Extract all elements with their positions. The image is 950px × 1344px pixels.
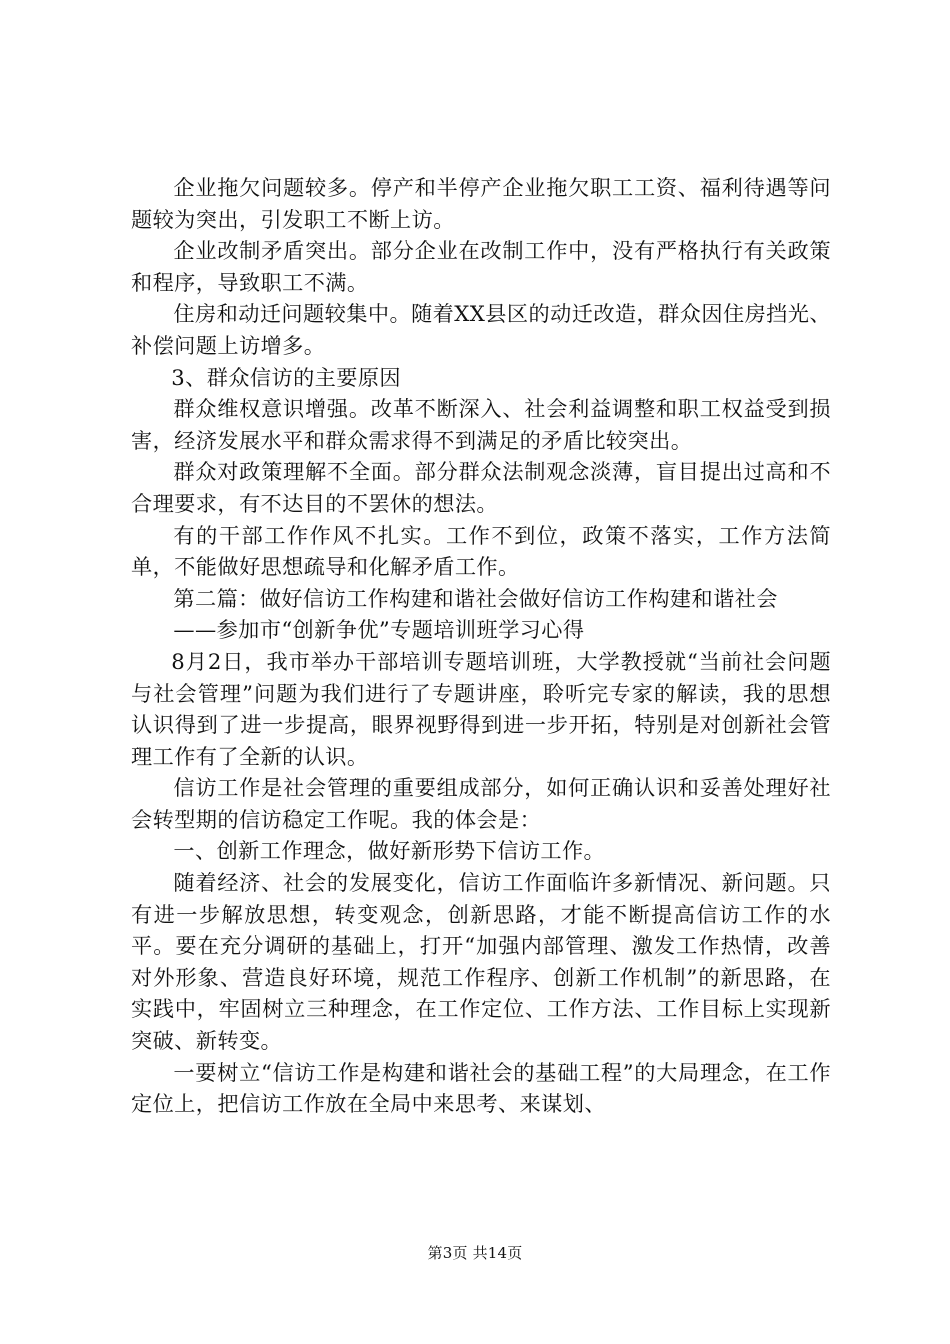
- paragraph-first-concept: 一要树立“信访工作是构建和谐社会的基础工程”的大局理念，在工作定位上，把信访工作放在全局中来思考、来谋划、: [131, 1059, 831, 1117]
- document-body: [131, 172, 831, 1120]
- paragraph-petition-importance: 信访工作是社会管理的重要组成部分，如何正确认识和妥善处理好社会转型期的信访稳定工作呢。我的体会是：: [131, 775, 831, 832]
- chapter-title-part-two: 第二篇：做好信访工作构建和谐社会做好信访工作构建和谐社会: [173, 585, 778, 611]
- section-heading-innovate-concepts: 一、创新工作理念，做好新形势下信访工作。: [173, 838, 606, 864]
- paragraph-rights-awareness: 群众维权意识增强。改革不断深入、社会利益调整和职工权益受到损害，经济发展水平和群众需求得不到满足的矛盾比较突出。: [131, 396, 831, 453]
- paragraph-enterprise-restructuring: 企业改制矛盾突出。部分企业在改制工作中，没有严格执行有关政策和程序，导致职工不满。: [131, 238, 831, 295]
- section-heading-main-causes: 3、群众信访的主要原因: [171, 364, 402, 390]
- paragraph-training-intro: 8月2日，我市举办干部培训专题培训班，大学教授就“当前社会问题与社会管理”问题为我们进行了专题讲座，聆听完专家的解读，我的思想认识得到了进一步提高，眼界视野得到进一步开拓，特别是对创新社会管理工作有了全新的认识。: [131, 648, 831, 769]
- paragraph-housing-relocation: 住房和动迁问题较集中。随着XX县区的动迁改造，群众因住房挡光、补偿问题上访增多。: [131, 301, 831, 358]
- paragraph-cadre-work-style: 有的干部工作作风不扎实。工作不到位，政策不落实，工作方法简单，不能做好思想疏导和化解矛盾工作。: [131, 522, 831, 580]
- paragraph-enterprise-arrears: 企业拖欠问题较多。停产和半停产企业拖欠职工工资、福利待遇等问题较为突出，引发职工不断上访。: [131, 175, 831, 232]
- paragraph-new-situations: 随着经济、社会的发展变化，信访工作面临许多新情况、新问题。只有进一步解放思想，转变观念，创新思路，才能不断提高信访工作的水平。要在充分调研的基础上，打开“加强内部管理、激发工作热情，改善对外形象、营造良好环境，规范工作程序、创新工作机制”的新思路，在实践中，牢固树立三种理念，在工作定位、工作方法、工作目标上实现新突破、新转变。: [131, 870, 831, 1054]
- chapter-subtitle: ——参加市“创新争优”专题培训班学习心得: [173, 617, 585, 643]
- paragraph-policy-understanding: 群众对政策理解不全面。部分群众法制观念淡薄，盲目提出过高和不合理要求，有不达目的不罢休的想法。: [131, 459, 831, 516]
- page-number-footer: 第3页 共14页: [427, 1244, 523, 1262]
